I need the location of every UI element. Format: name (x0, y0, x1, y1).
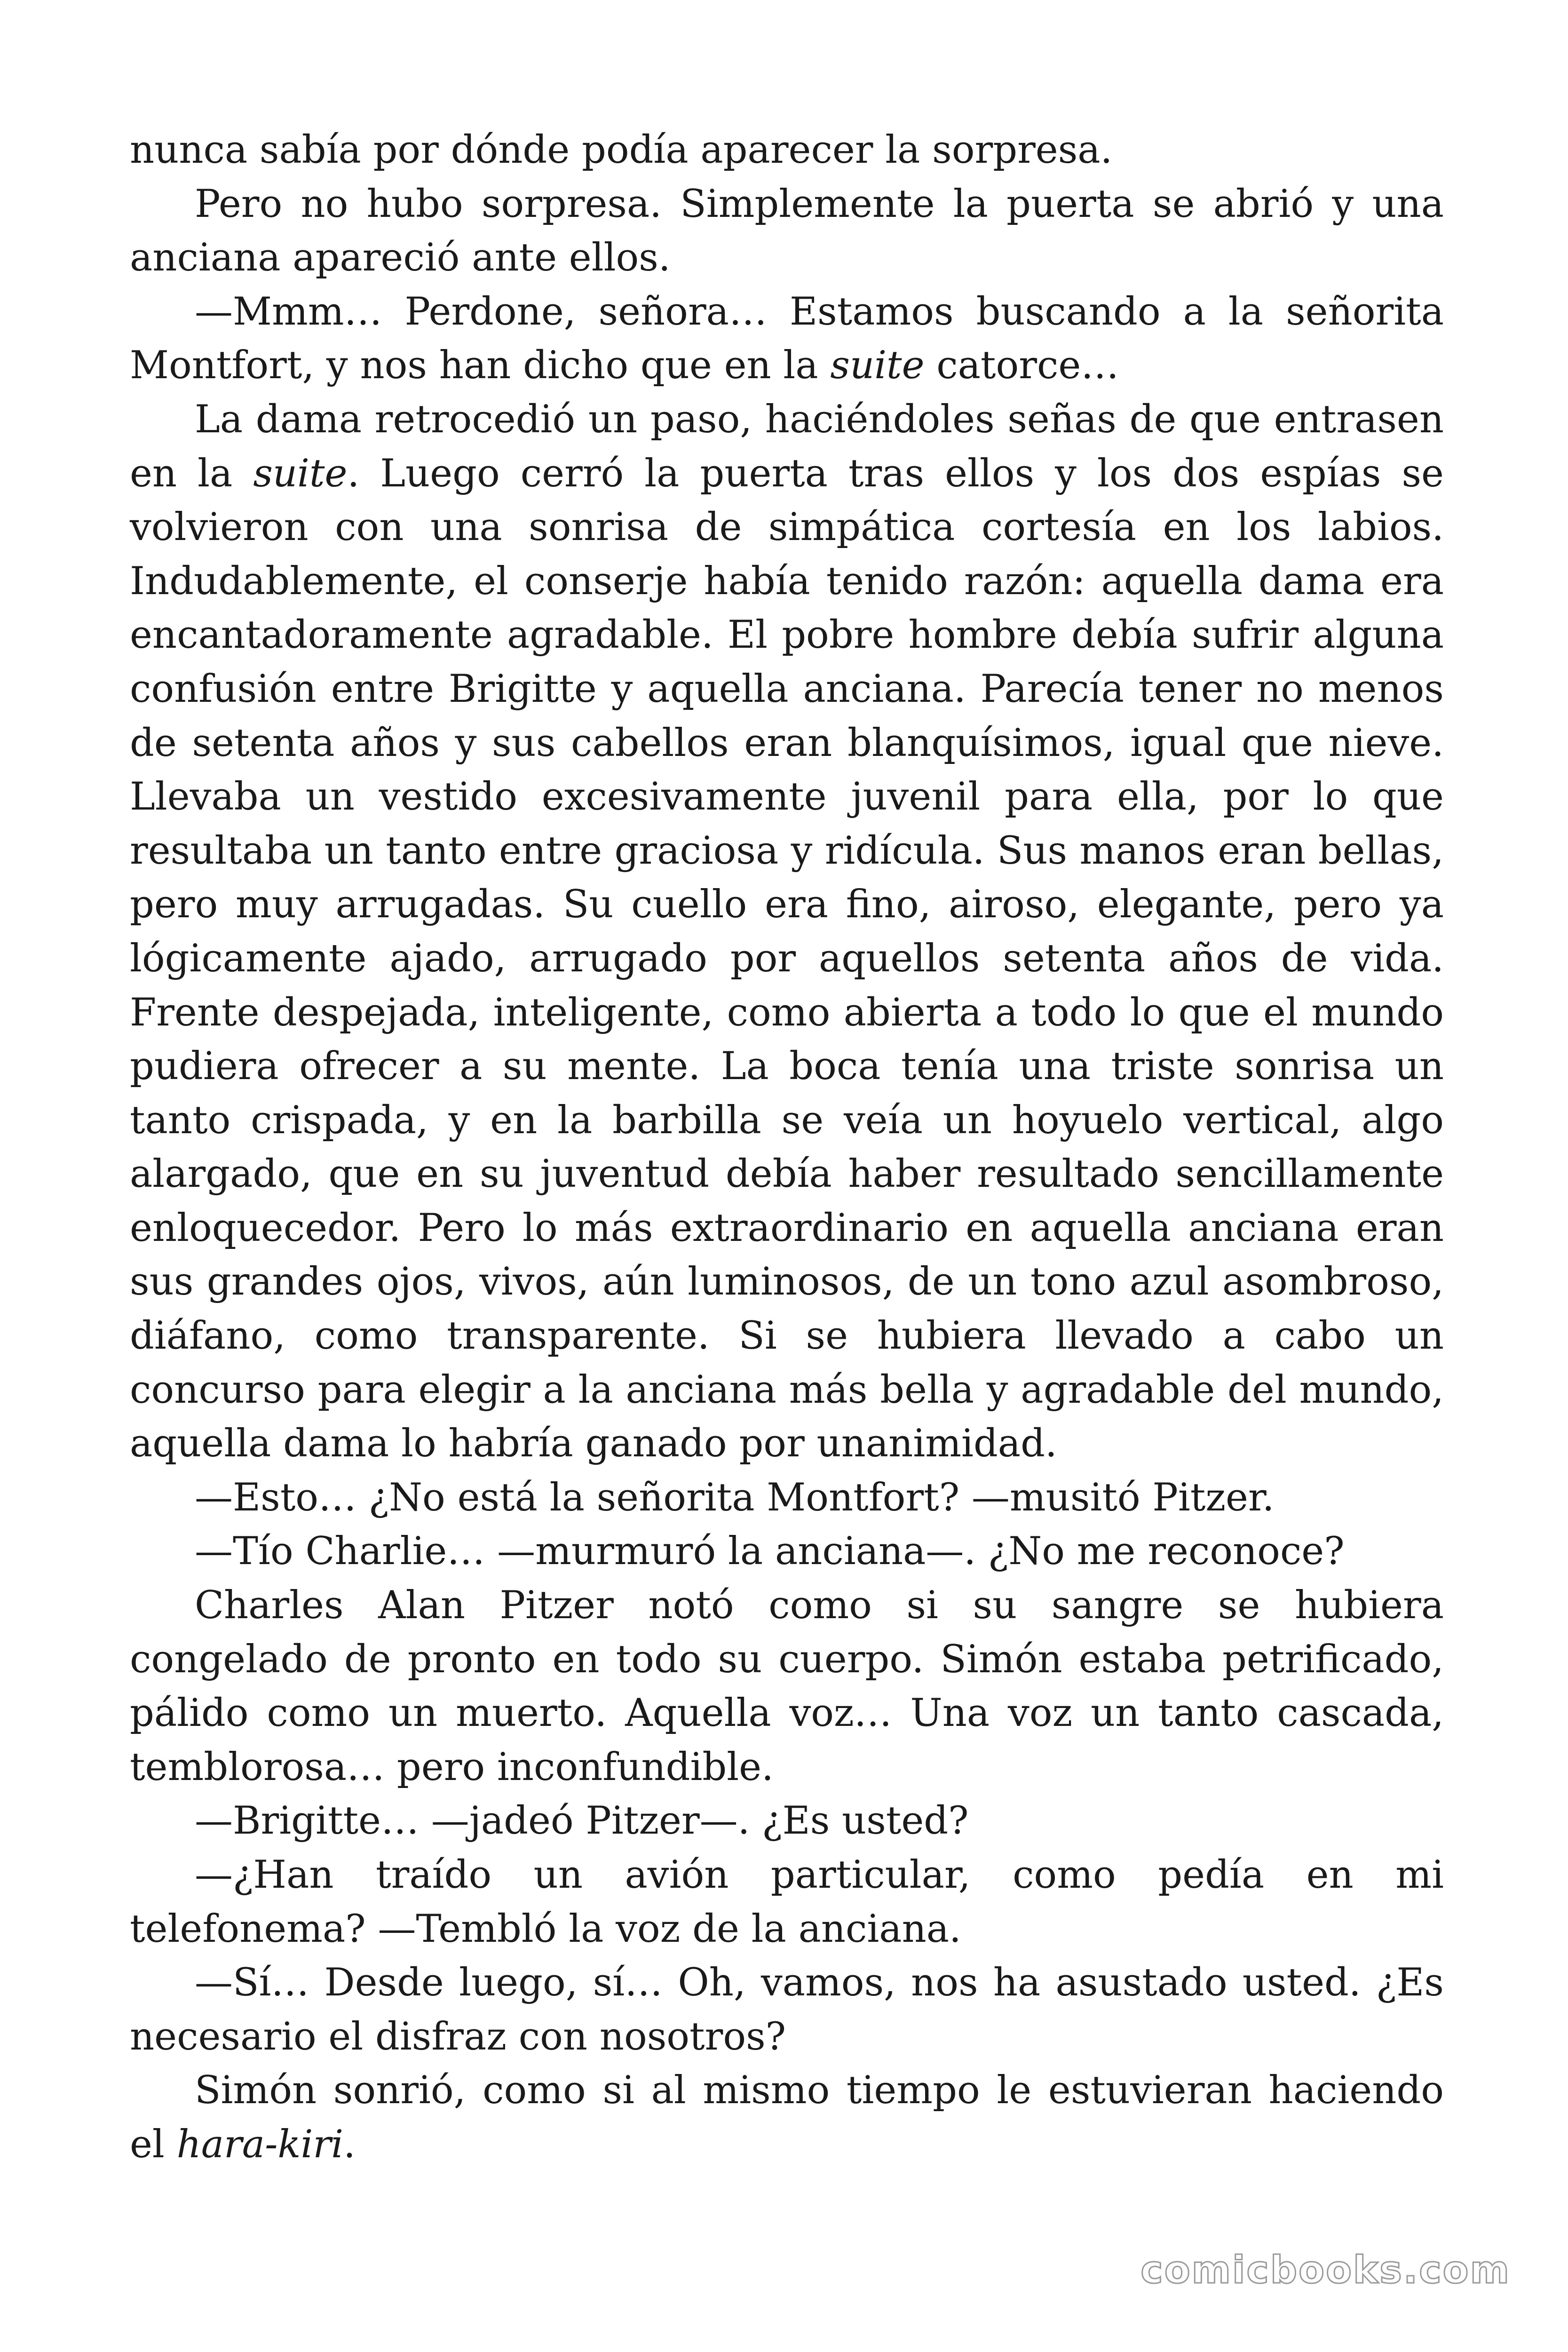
text-run: —¿Han traído un avión particular, como pedía en mi telefonema? —Tembló la voz de la anciana. (130, 1853, 1444, 1951)
text-run: —Esto… ¿No está la señorita Montfort? —musitó Pitzer. (195, 1475, 1275, 1520)
italic-text: suite (830, 343, 925, 388)
text-run: —Tío Charlie… —murmuró la anciana—. ¿No me reconoce? (195, 1529, 1345, 1574)
paragraph (130, 1525, 1444, 1579)
paragraph (130, 1956, 1444, 2064)
paragraph (130, 123, 1444, 177)
paragraph (130, 393, 1444, 1471)
watermark: comicbooks.com (1140, 2248, 1511, 2292)
text-run: —Brigitte… —jadeó Pitzer—. ¿Es usted? (195, 1799, 969, 1843)
paragraph (130, 1848, 1444, 1956)
text-run: —Mmm… Perdone, señora… Estamos buscando a la señorita Montfort, y nos han dicho que en la (130, 289, 1444, 388)
paragraph (130, 1579, 1444, 1794)
text-run: Simón sonrió, como si al mismo tiempo le estuvieran haciendo el (130, 2068, 1444, 2167)
italic-text: hara-kiri (176, 2122, 344, 2167)
paragraph (130, 1471, 1444, 1525)
text-run: . Luego cerró la puerta tras ellos y los dos espías se volvieron con una sonrisa de simpática cortesía en los labios. Indudablemente, el conserje había tenido razón: aquella dama era encantadoramente agradable. El pobre hombre debía sufrir alguna confusión entre Brigitte y aquella anciana. Parecía tener no menos de setenta años y sus cabellos eran blanquísimos, igual que nieve. Llevaba un vestido excesivamente juvenil para ella, por lo que resultaba un tanto entre graciosa y ridícula. Sus manos eran bellas, pero muy arrugadas. Su cuello era fino, airoso, elegante, pero ya lógicamente ajado, arrugado por aquellos setenta años de vida. Frente despejada, inteligente, como abierta a todo lo que el mundo pudiera ofrecer a su mente. La boca tenía una triste sonrisa un tanto crispada, y en la barbilla se veía un hoyuelo vertical, algo alargado, que en su juventud debía haber resultado sencillamente enloquecedor. Pero lo más extraordinario en aquella anciana eran sus grandes ojos, vivos, aún luminosos, de un tono azul asombroso, diáfano, como transparente. Si se hubiera llevado a cabo un concurso para elegir a la anciana más bella y agradable del mundo, aquella dama lo habría ganado por unanimidad. (130, 451, 1444, 1466)
text-run: Pero no hubo sorpresa. Simplemente la puerta se abrió y una anciana apareció ante ellos. (130, 182, 1444, 280)
italic-text: suite (253, 451, 348, 496)
text-run: catorce… (924, 343, 1119, 388)
paragraph (130, 177, 1444, 285)
text-run: La dama retrocedió un paso, haciéndoles señas de que entrasen en la (130, 397, 1444, 496)
text-run: —Sí… Desde luego, sí… Oh, vamos, nos ha asustado usted. ¿Es necesario el disfraz con nosotros? (130, 1961, 1444, 2059)
paragraph (130, 2064, 1444, 2171)
text-run: . (343, 2122, 356, 2167)
document-body (130, 123, 1444, 2172)
paragraph (130, 285, 1444, 393)
text-run: nunca sabía por dónde podía aparecer la sorpresa. (130, 128, 1113, 172)
paragraph (130, 1794, 1444, 1848)
text-run: Charles Alan Pitzer notó como si su sangre se hubiera congelado de pronto en todo su cuerpo. Simón estaba petrificado, pálido como un muerto. Aquella voz… Una voz un tanto cascada, temblorosa… pero inconfundible. (130, 1583, 1444, 1789)
